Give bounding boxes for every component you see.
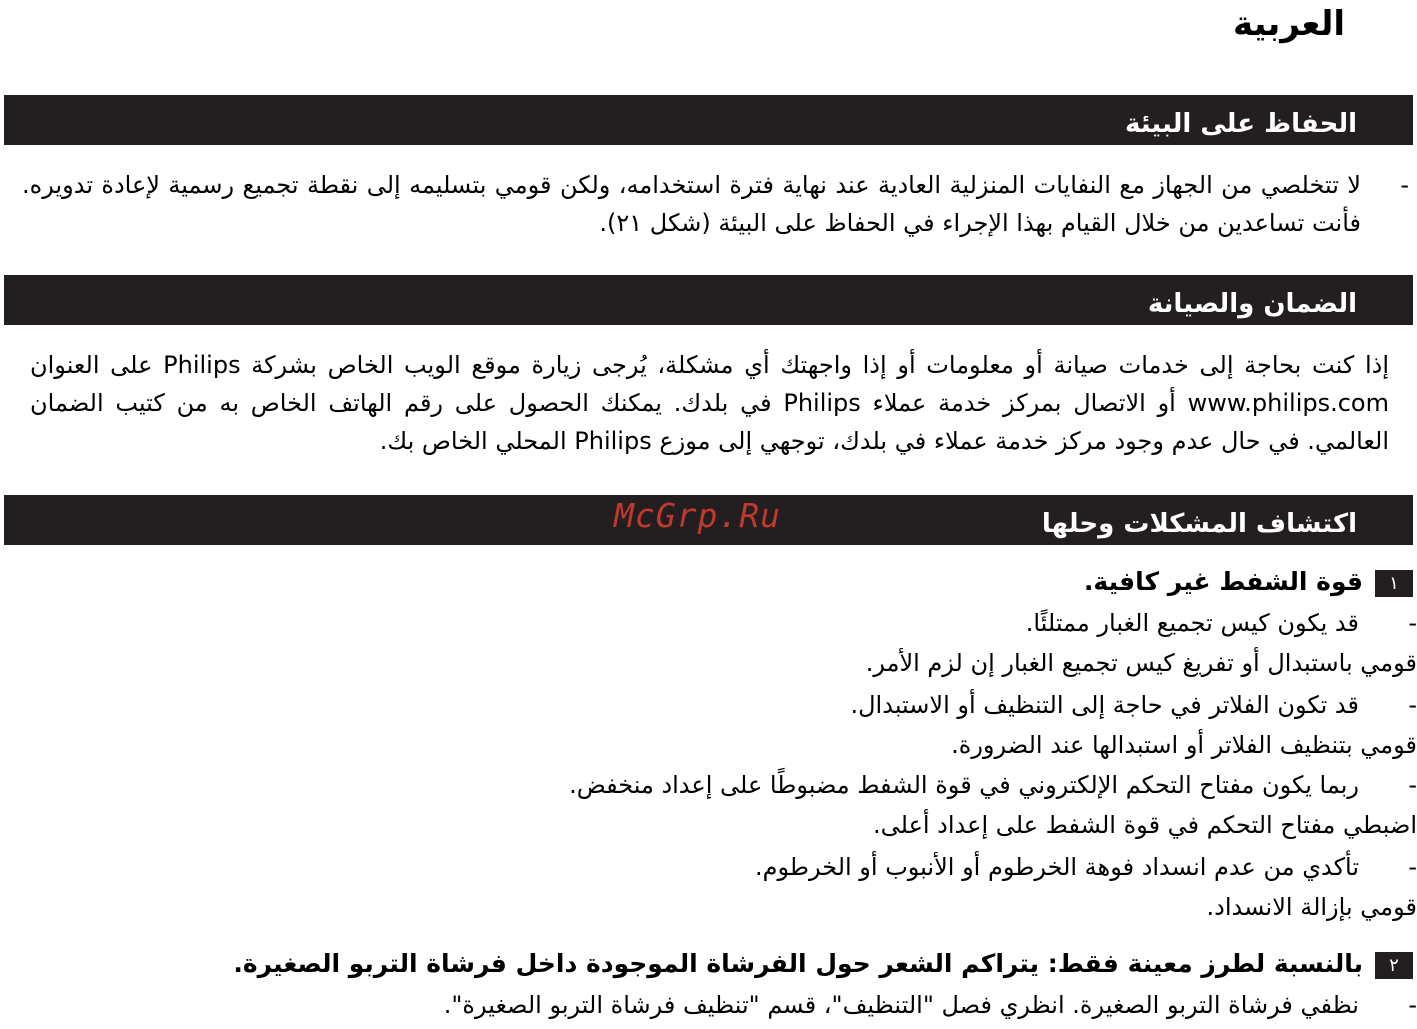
- solution-text: قومي بإزالة الانسداد.: [1206, 893, 1417, 921]
- environment-text: لا تتخلصي من الجهاز مع النفايات المنزلية العادية عند نهاية فترة استخدامه، ولكن قومي بتسليمه إلى نقطة تجميع رسمية لإعادة تدويره. فأنت تساعدين من خلال القيام بهذا الإجراء في الحفاظ على البيئة (شكل ٢١).: [22, 171, 1361, 237]
- problem-title-text: قوة الشفط غير كافية.: [1083, 567, 1363, 596]
- cause-text: ربما يكون مفتاح التحكم الإلكتروني في قوة الشفط مضبوطًا على إعداد منخفض.: [569, 771, 1359, 799]
- problem-title-text: بالنسبة لطرز معينة فقط: يتراكم الشعر حول الفرشاة الموجودة داخل فرشاة التربو الصغيرة.: [233, 949, 1363, 978]
- guarantee-text: إذا كنت بحاجة إلى خدمات صيانة أو معلومات أو إذا واجهتك أي مشكلة، يُرجى زيارة موقع الويب الخاص بشركة Philips على العنوان www.philips.com أو الاتصال بمركز خدمة عملاء Philips في بلدك. يمكنك الحصول على رقم الهاتف الخاص به من كتيب الضمان العالمي. في حال عدم وجود مركز خدمة عملاء في بلدك، توجهي إلى موزع Philips المحلي الخاص بك.: [30, 351, 1389, 455]
- problem-2-cause-1: [444, 988, 1417, 1022]
- solution-text: قومي باستبدال أو تفريغ كيس تجميع الغبار إن لزم الأمر.: [865, 649, 1417, 677]
- environment-paragraph: [22, 166, 1409, 242]
- problem-1-solution-1: [866, 646, 1417, 680]
- problem-1-cause-4: [755, 850, 1417, 884]
- problem-1-solution-3: [873, 808, 1417, 842]
- section-title: الحفاظ على البيئة: [1125, 109, 1357, 139]
- problem-1-cause-1: [1026, 606, 1417, 640]
- page-title: العربية: [1232, 4, 1345, 44]
- cause-text: قد يكون كيس تجميع الغبار ممتلئًا.: [1025, 609, 1359, 637]
- bullet-dash: -: [1400, 171, 1409, 199]
- bullet-dash: -: [1408, 991, 1417, 1019]
- cause-text: تأكدي من عدم انسداد فوهة الخرطوم أو الأنبوب أو الخرطوم.: [754, 853, 1359, 881]
- cause-text: قد تكون الفلاتر في حاجة إلى التنظيف أو الاستبدال.: [850, 691, 1359, 719]
- bullet-dash: -: [1408, 691, 1417, 719]
- problem-1-cause-3: [569, 768, 1417, 802]
- section-header-environment: [4, 95, 1413, 145]
- guarantee-paragraph: [30, 346, 1389, 460]
- cause-text: نظفي فرشاة التربو الصغيرة. انظري فصل "التنظيف"، قسم "تنظيف فرشاة التربو الصغيرة".: [443, 991, 1359, 1019]
- problem-1-title: [1084, 564, 1413, 600]
- problem-1-solution-4: [1207, 890, 1417, 924]
- problem-2-title: [233, 946, 1413, 982]
- bullet-dash: -: [1408, 853, 1417, 881]
- solution-text: اضبطي مفتاح التحكم في قوة الشفط على إعداد أعلى.: [872, 811, 1417, 839]
- problem-1-solution-2: [951, 728, 1417, 762]
- watermark: McGrp.Ru: [614, 496, 781, 535]
- solution-text: قومي بتنظيف الفلاتر أو استبدالها عند الضرورة.: [951, 731, 1417, 759]
- problem-number-badge: ٢: [1375, 952, 1413, 979]
- section-title: اكتشاف المشكلات وحلها: [1041, 509, 1357, 539]
- section-title: الضمان والصيانة: [1147, 289, 1357, 319]
- problem-1-cause-2: [850, 688, 1417, 722]
- bullet-dash: -: [1408, 771, 1417, 799]
- bullet-dash: -: [1408, 609, 1417, 637]
- problem-number-badge: ١: [1375, 570, 1413, 597]
- section-header-guarantee: [4, 275, 1413, 325]
